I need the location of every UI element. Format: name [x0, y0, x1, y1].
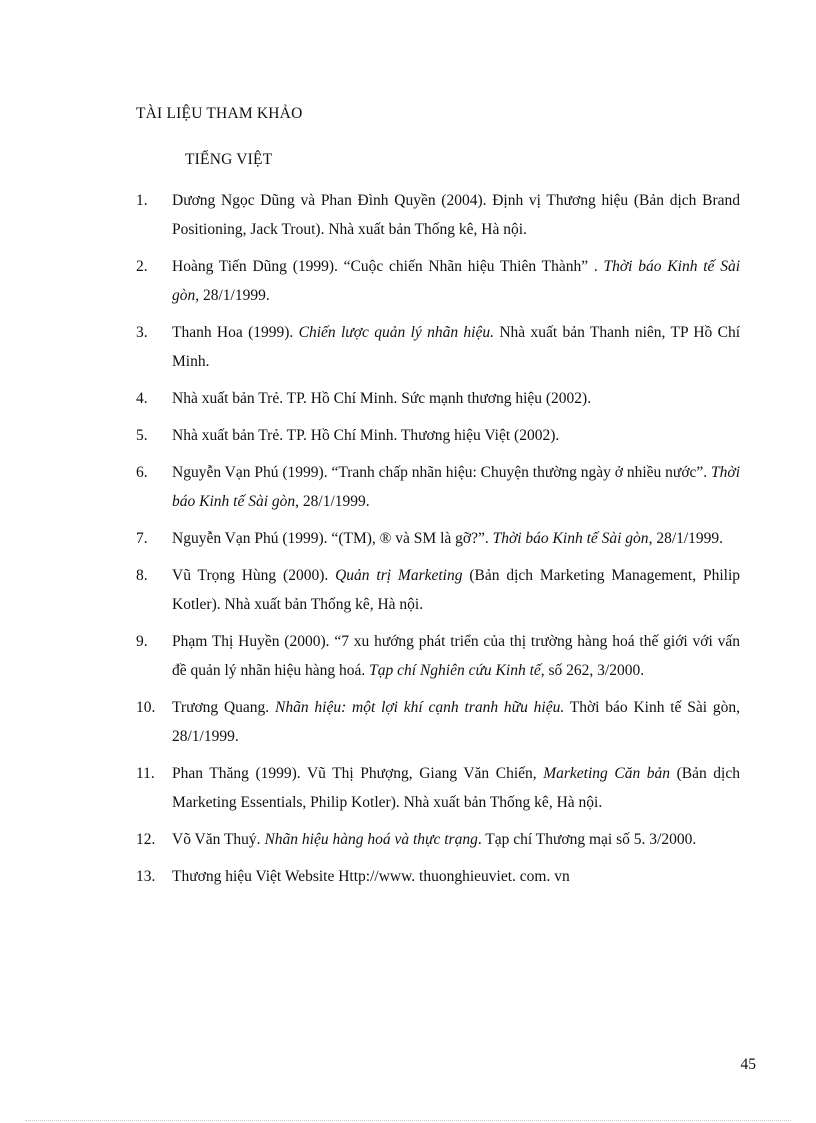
reference-text-segment: Nhà xuất bản Thanh niên, TP Hồ Chí Minh.	[172, 324, 740, 370]
page-number: 45	[740, 1056, 756, 1073]
reference-text	[172, 693, 740, 751]
reference-text	[172, 421, 740, 450]
reference-text-segment: , 28/1/1999.	[648, 530, 724, 547]
reference-text-segment: Võ Văn Thuý.	[172, 831, 265, 848]
reference-number: 13.	[136, 868, 156, 885]
reference-text-segment: Hoàng Tiến Dũng (1999). “Cuộc chiến Nhãn hiệu Thiên Thành” .	[172, 258, 604, 275]
reference-text	[172, 825, 740, 854]
reference-text	[172, 252, 740, 310]
reference-item	[136, 862, 740, 891]
reference-text	[172, 458, 740, 516]
reference-text-segment: Dương Ngọc Dũng và Phan Đình Quyền (2004). Định vị Thương hiệu (Bản dịch Brand Positioning, Jack Trout). Nhà xuất bản Thống kê, Hà nội.	[172, 192, 740, 238]
reference-text	[172, 318, 740, 376]
reference-text-segment: . Tạp chí Thương mại số 5. 3/2000.	[477, 831, 697, 848]
reference-title-italic: Nhãn hiệu: một lợi khí cạnh tranh hữu hiệu.	[275, 699, 565, 716]
reference-text-segment: Nhà xuất bản Trẻ. TP. Hồ Chí Minh. Sức mạnh thương hiệu (2002).	[172, 390, 592, 407]
reference-text	[172, 759, 740, 817]
reference-item	[136, 186, 740, 244]
reference-number: 2.	[136, 258, 148, 275]
reference-number: 9.	[136, 633, 148, 650]
page-bottom-divider	[25, 1120, 791, 1121]
reference-item	[136, 524, 740, 553]
reference-item	[136, 561, 740, 619]
reference-text-segment: Nguyễn Vạn Phú (1999). “(TM), ® và SM là gỡ?”.	[172, 530, 493, 547]
reference-text-segment: Thương hiệu Việt Website Http://www. thuonghieuviet. com. vn	[172, 868, 570, 885]
reference-list	[136, 186, 740, 899]
reference-item	[136, 318, 740, 376]
reference-item	[136, 693, 740, 751]
reference-item	[136, 759, 740, 817]
reference-text-segment: Phan Thăng (1999). Vũ Thị Phượng, Giang Văn Chiến,	[172, 765, 544, 782]
reference-title-italic: Thời báo Kinh tế Sài gòn	[492, 530, 649, 547]
reference-text-segment: Nguyễn Vạn Phú (1999). “Tranh chấp nhãn hiệu: Chuyện thường ngày ở nhiều nước”.	[172, 464, 712, 481]
reference-title-italic: Quản trị Marketing	[335, 567, 463, 584]
reference-text-segment: Vũ Trọng Hùng (2000).	[172, 567, 336, 584]
reference-text	[172, 186, 740, 244]
reference-text-segment: , số 262, 3/2000.	[540, 662, 645, 679]
reference-number: 4.	[136, 390, 148, 407]
reference-number: 8.	[136, 567, 148, 584]
reference-number: 10.	[136, 699, 156, 716]
reference-title-italic: Marketing Căn bản	[543, 765, 671, 782]
reference-number: 5.	[136, 427, 148, 444]
reference-text	[172, 384, 740, 413]
reference-text-segment: Thời báo Kinh tế Sài gòn, 28/1/1999.	[172, 699, 740, 745]
references-heading: TÀI LIỆU THAM KHẢO	[136, 105, 303, 122]
reference-item	[136, 825, 740, 854]
reference-title-italic: Thời báo Kinh tế Sài gòn	[172, 464, 740, 510]
reference-item	[136, 252, 740, 310]
reference-text	[172, 561, 740, 619]
reference-item	[136, 627, 740, 685]
reference-item	[136, 421, 740, 450]
reference-number: 11.	[136, 765, 155, 782]
reference-title-italic: Chiến lược quản lý nhãn hiệu.	[298, 324, 494, 341]
reference-number: 7.	[136, 530, 148, 547]
reference-number: 1.	[136, 192, 148, 209]
reference-title-italic: Tạp chí Nghiên cứu Kinh tế	[369, 662, 541, 679]
reference-text-segment: , 28/1/1999.	[195, 287, 270, 304]
reference-text	[172, 524, 740, 553]
reference-text-segment: Trương Quang.	[172, 699, 275, 716]
reference-text-segment: Nhà xuất bản Trẻ. TP. Hồ Chí Minh. Thương hiệu Việt (2002).	[172, 427, 560, 444]
reference-item	[136, 458, 740, 516]
reference-text	[172, 627, 740, 685]
reference-text	[172, 862, 740, 891]
reference-title-italic: Thời báo Kinh tế Sài gòn	[172, 258, 740, 304]
reference-number: 6.	[136, 464, 148, 481]
reference-text-segment: , 28/1/1999.	[295, 493, 370, 510]
reference-item	[136, 384, 740, 413]
reference-number: 12.	[136, 831, 156, 848]
reference-text-segment: (Bản dịch Marketing Essentials, Philip Kotler). Nhà xuất bản Thống kê, Hà nội.	[172, 765, 740, 811]
reference-number: 3.	[136, 324, 148, 341]
reference-text-segment: (Bản dịch Marketing Management, Philip Kotler). Nhà xuất bản Thống kê, Hà nội.	[172, 567, 741, 613]
reference-text-segment: Thanh Hoa (1999).	[172, 324, 299, 341]
reference-title-italic: Nhãn hiệu hàng hoá và thực trạng	[264, 831, 478, 848]
vietnamese-section-heading: TIẾNG VIỆT	[185, 151, 273, 168]
reference-text-segment: Phạm Thị Huyền (2000). “7 xu hướng phát triển của thị trường hàng hoá thế giới với vấn đề quản lý nhãn hiệu hàng hoá.	[172, 633, 740, 679]
